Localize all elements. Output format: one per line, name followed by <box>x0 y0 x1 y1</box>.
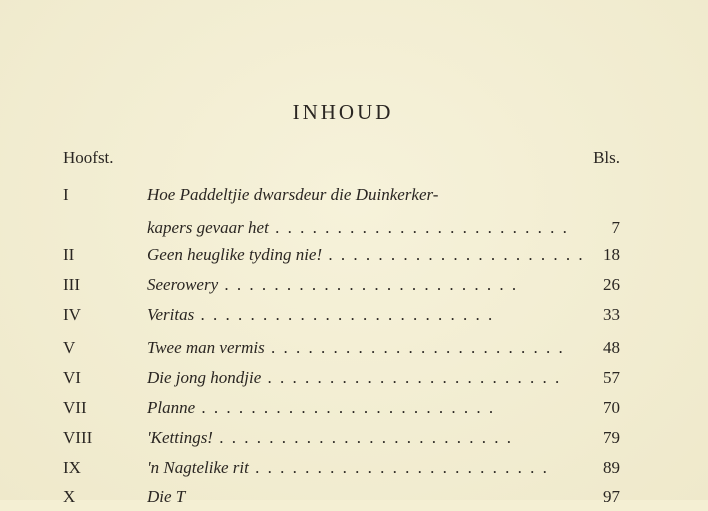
toc-entry <box>63 487 620 511</box>
toc-entry <box>63 245 620 269</box>
chapter-title: Seerowery . . <box>147 275 588 295</box>
page-number: 97 <box>603 487 620 506</box>
toc-entry-continued <box>63 218 620 242</box>
chapter-title: Planne . . <box>147 398 588 418</box>
chapter-number: III <box>63 275 80 294</box>
chapter-title: 'Kettings! . . <box>147 428 588 448</box>
chapter-column-header: Hoofst. <box>63 148 114 167</box>
chapter-title: Die T <box>147 487 186 506</box>
chapter-number: X <box>63 487 76 506</box>
chapter-number: VI <box>63 368 81 387</box>
chapter-number: VII <box>63 398 87 417</box>
toc-entry <box>63 275 620 299</box>
chapter-title: Geen heuglike tyding nie! . . <box>147 245 588 265</box>
chapter-title: Die jong hondjie . . <box>147 368 588 388</box>
page-number: 7 <box>611 218 620 237</box>
page-number: 70 <box>603 398 620 417</box>
chapter-title: Twee man vermis . . <box>147 338 588 358</box>
page-number: 48 <box>603 338 620 357</box>
chapter-number: II <box>63 245 75 264</box>
page-number: 79 <box>603 428 620 447</box>
toc-entry <box>63 338 620 362</box>
toc-entry <box>63 368 620 392</box>
chapter-title: 'n Nagtelike rit . . <box>147 458 588 478</box>
page-number: 57 <box>603 368 620 387</box>
page-title: INHOUD <box>292 100 394 124</box>
chapter-number: IX <box>63 458 81 477</box>
chapter-title: Veritas . . <box>147 305 588 325</box>
chapter-number: V <box>63 338 76 357</box>
page-number: 18 <box>603 245 620 264</box>
page-column-header: Bls. <box>593 148 620 167</box>
chapter-number: VIII <box>63 428 93 447</box>
chapter-number: I <box>63 185 69 204</box>
page-number: 89 <box>603 458 620 477</box>
chapter-title: Hoe Paddeltjie dwarsdeur die Duinkerker- <box>147 185 439 204</box>
toc-entry <box>63 398 620 422</box>
toc-entry <box>63 428 620 452</box>
chapter-title-continued: kapers gevaar het . . <box>147 218 588 238</box>
toc-entry <box>63 185 620 209</box>
chapter-number: IV <box>63 305 81 324</box>
toc-entry <box>63 458 620 482</box>
page-number: 33 <box>603 305 620 324</box>
toc-entry <box>63 305 620 329</box>
page-number: 26 <box>603 275 620 294</box>
